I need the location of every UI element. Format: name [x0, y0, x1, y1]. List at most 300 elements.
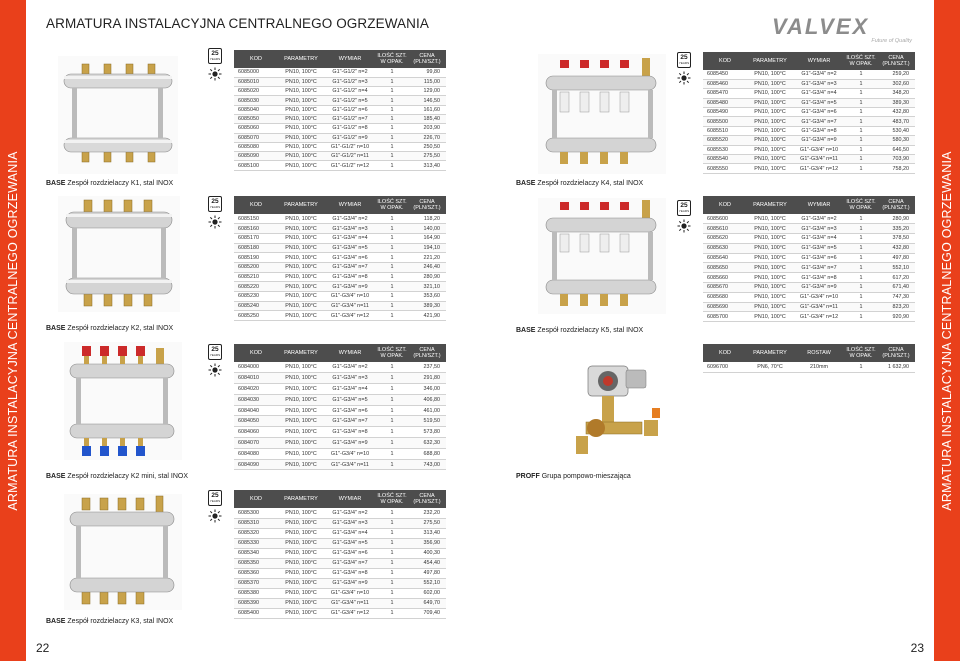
table-row — [703, 126, 915, 135]
quantity-cell: 1 — [376, 292, 408, 302]
quantity-cell: 1 — [376, 114, 408, 123]
table-row — [703, 283, 915, 293]
parameters-cell: PN10, 100°C — [278, 87, 324, 96]
dimension-cell: G1"-G3/4" n=6 — [324, 405, 376, 416]
quantity-cell: 1 — [376, 438, 408, 449]
price-cell: 250,50 — [408, 142, 446, 151]
dimension-cell: G1"-G3/4" n=2 — [324, 508, 376, 518]
code-cell: 6085000 — [234, 68, 278, 77]
dimension-cell: G1"-G3/4" n=7 — [793, 117, 845, 126]
table-row — [234, 105, 446, 114]
quantity-cell: 1 — [376, 508, 408, 518]
parameters-cell: PN10, 100°C — [278, 558, 324, 568]
column-header-quantity: ILOŚĆ SZT. W OPAK. — [376, 196, 408, 214]
quantity-cell: 1 — [845, 302, 877, 312]
quantity-cell: 1 — [376, 608, 408, 618]
table-row — [234, 253, 446, 263]
quantity-cell: 1 — [376, 362, 408, 373]
code-cell: 6085520 — [703, 136, 747, 145]
column-header-price: CENA (PLN/SZT.) — [408, 490, 446, 508]
code-cell: 6084070 — [234, 438, 278, 449]
table-row — [703, 224, 915, 234]
page-title: ARMATURA INSTALACYJNA CENTRALNEGO OGRZEWANIA — [46, 16, 429, 31]
column-header-parameters: PARAMETRY — [278, 344, 324, 362]
table-row — [234, 124, 446, 133]
table-body — [703, 70, 915, 173]
table-row — [234, 282, 446, 292]
dimension-cell: G1"-G3/4" n=4 — [324, 528, 376, 538]
quantity-cell: 1 — [376, 548, 408, 558]
price-cell: 389,30 — [877, 98, 915, 107]
table-row — [234, 373, 446, 384]
dimension-cell: G1"-G3/4" n=11 — [324, 301, 376, 311]
parameters-cell: PN10, 100°C — [278, 384, 324, 395]
price-cell: 703,90 — [877, 155, 915, 164]
column-header-price: CENA (PLN/SZT.) — [408, 344, 446, 362]
code-cell: 6085610 — [703, 224, 747, 234]
price-cell: 348,20 — [877, 89, 915, 98]
price-cell: 221,20 — [408, 253, 446, 263]
column-header-code: KOD — [703, 344, 747, 362]
price-table-k4 — [703, 52, 915, 174]
code-cell: 6085160 — [234, 224, 278, 234]
code-cell: 6084020 — [234, 384, 278, 395]
quantity-cell: 1 — [376, 272, 408, 282]
dimension-cell: G1"-G3/4" n=11 — [793, 155, 845, 164]
parameters-cell: PN10, 100°C — [278, 233, 324, 243]
25-years-icon: 25 YEARS — [208, 344, 222, 360]
table-row — [234, 548, 446, 558]
price-cell: 291,80 — [408, 373, 446, 384]
price-cell: 313,40 — [408, 528, 446, 538]
dimension-cell: G1"-G1/2" n=7 — [324, 114, 376, 123]
table-row — [234, 152, 446, 161]
parameters-cell: PN10, 100°C — [278, 114, 324, 123]
dimension-cell: G1"-G3/4" n=11 — [324, 598, 376, 608]
code-cell: 6085460 — [703, 79, 747, 88]
parameters-cell: PN10, 100°C — [278, 96, 324, 105]
price-cell: 747,30 — [877, 292, 915, 302]
price-cell: 203,90 — [408, 124, 446, 133]
dimension-cell: G1"-G3/4" n=12 — [324, 608, 376, 618]
quantity-cell: 1 — [376, 405, 408, 416]
code-cell: 6085500 — [703, 117, 747, 126]
left-side-band-text: ARMATURA INSTALACYJNA CENTRALNEGO OGRZEWANIA — [6, 150, 20, 511]
table-row — [703, 89, 915, 98]
table-body — [703, 214, 915, 322]
dimension-cell: G1"-G3/4" n=9 — [793, 283, 845, 293]
quantity-cell: 1 — [376, 87, 408, 96]
25-years-icon: 25 YEARS — [208, 48, 222, 64]
column-header-parameters: PARAMETRY — [747, 52, 793, 70]
quantity-cell: 1 — [845, 108, 877, 117]
quantity-cell: 1 — [376, 233, 408, 243]
table-header — [703, 196, 915, 214]
column-header-price: CENA (PLN/SZT.) — [877, 196, 915, 214]
table-row — [234, 448, 446, 459]
dimension-cell: G1"-G3/4" n=9 — [324, 578, 376, 588]
quantity-cell: 1 — [845, 79, 877, 88]
dimension-cell: G1"-G1/2" n=2 — [324, 68, 376, 77]
manifold-k4-image — [538, 54, 666, 174]
table-row — [703, 214, 915, 224]
table-row — [234, 301, 446, 311]
price-cell: 335,20 — [877, 224, 915, 234]
table-row — [703, 263, 915, 273]
table-row — [234, 87, 446, 96]
manifold-k5-image — [538, 198, 666, 314]
quantity-cell: 1 — [376, 568, 408, 578]
table-row — [234, 598, 446, 608]
sun-icon — [208, 363, 222, 377]
parameters-cell: PN10, 100°C — [278, 142, 324, 151]
manifold-k2-mini-image — [64, 342, 182, 460]
column-header-code: KOD — [234, 50, 278, 68]
price-cell: 602,00 — [408, 588, 446, 598]
logo-wordmark: VALVEX — [772, 14, 870, 39]
caption-k5: BASE Zespół rozdzielaczy K5, stal INOX — [516, 327, 644, 334]
parameters-cell: PN10, 100°C — [278, 528, 324, 538]
column-header-price: CENA (PLN/SZT.) — [877, 344, 915, 362]
dimension-cell: G1"-G3/4" n=8 — [324, 427, 376, 438]
quantity-cell: 1 — [376, 538, 408, 548]
right-side-band-text: ARMATURA INSTALACYJNA CENTRALNEGO OGRZEWANIA — [940, 150, 954, 511]
caption-k4: BASE Zespół rozdzielaczy K4, stal INOX — [516, 180, 644, 187]
price-cell: 353,60 — [408, 292, 446, 302]
code-cell: 6085200 — [234, 262, 278, 272]
dimension-cell: G1"-G3/4" n=7 — [324, 262, 376, 272]
code-cell: 6085600 — [703, 214, 747, 224]
parameters-cell: PN10, 100°C — [747, 224, 793, 234]
price-cell: 920,90 — [877, 312, 915, 322]
price-cell: 709,40 — [408, 608, 446, 618]
dimension-cell: G1"-G1/2" n=3 — [324, 77, 376, 86]
quantity-cell: 1 — [376, 105, 408, 114]
table-row — [703, 155, 915, 164]
caption-k2: BASE Zespół rozdzielaczy K2, stal INOX — [46, 325, 174, 332]
dimension-cell: G1"-G3/4" n=5 — [324, 243, 376, 253]
price-cell: 389,30 — [408, 301, 446, 311]
code-cell: 6084000 — [234, 362, 278, 373]
price-cell: 573,80 — [408, 427, 446, 438]
price-cell: 99,80 — [408, 68, 446, 77]
column-header-quantity: ILOŚĆ SZT. W OPAK. — [845, 344, 877, 362]
code-cell: 6085660 — [703, 273, 747, 283]
warranty-badge-k2-mini — [208, 344, 222, 377]
parameters-cell: PN10, 100°C — [747, 283, 793, 293]
table-row — [703, 117, 915, 126]
table-row — [703, 145, 915, 154]
price-cell: 237,50 — [408, 362, 446, 373]
column-header-code: KOD — [703, 52, 747, 70]
column-header-price: CENA (PLN/SZT.) — [877, 52, 915, 70]
dimension-cell: G1"-G1/2" n=9 — [324, 133, 376, 142]
table-row — [234, 114, 446, 123]
price-cell: 356,90 — [408, 538, 446, 548]
table-row — [703, 136, 915, 145]
quantity-cell: 1 — [376, 68, 408, 77]
quantity-cell: 1 — [376, 528, 408, 538]
dimension-cell: G1"-G3/4" n=8 — [793, 273, 845, 283]
price-cell: 275,50 — [408, 152, 446, 161]
dimension-cell: G1"-G3/4" n=5 — [793, 243, 845, 253]
code-cell: 6085210 — [234, 272, 278, 282]
parameters-cell: PN10, 100°C — [278, 405, 324, 416]
table-row — [234, 272, 446, 282]
quantity-cell: 1 — [845, 126, 877, 135]
page-number-right: 23 — [910, 641, 924, 655]
code-cell: 6085490 — [703, 108, 747, 117]
table-header — [703, 344, 915, 362]
parameters-cell: PN10, 100°C — [747, 273, 793, 283]
parameters-cell: PN10, 100°C — [278, 568, 324, 578]
quantity-cell: 1 — [845, 362, 877, 372]
quantity-cell: 1 — [376, 448, 408, 459]
dimension-cell: G1"-G3/4" n=6 — [324, 253, 376, 263]
code-cell: 6085370 — [234, 578, 278, 588]
quantity-cell: 1 — [845, 224, 877, 234]
parameters-cell: PN10, 100°C — [747, 145, 793, 154]
column-header-quantity: ILOŚĆ SZT. W OPAK. — [376, 344, 408, 362]
code-cell: 6085040 — [234, 105, 278, 114]
dimension-cell: G1"-G1/2" n=12 — [324, 161, 376, 170]
quantity-cell: 1 — [845, 98, 877, 107]
dimension-cell: G1"-G3/4" n=2 — [793, 70, 845, 79]
column-header-quantity: ILOŚĆ SZT. W OPAK. — [845, 196, 877, 214]
price-cell: 378,50 — [877, 234, 915, 244]
quantity-cell: 1 — [376, 588, 408, 598]
sun-icon — [208, 67, 222, 81]
dimension-cell: G1"-G1/2" n=6 — [324, 105, 376, 114]
quantity-cell: 1 — [845, 283, 877, 293]
column-header-code: KOD — [234, 490, 278, 508]
price-cell: 129,00 — [408, 87, 446, 96]
price-cell: 280,90 — [408, 272, 446, 282]
code-cell: 6084080 — [234, 448, 278, 459]
dimension-cell: G1"-G3/4" n=5 — [793, 98, 845, 107]
parameters-cell: PN10, 100°C — [278, 588, 324, 598]
price-cell: 432,80 — [877, 108, 915, 117]
quantity-cell: 1 — [845, 253, 877, 263]
table-row — [234, 508, 446, 518]
dimension-cell: G1"-G3/4" n=4 — [793, 89, 845, 98]
table-row — [234, 427, 446, 438]
quantity-cell: 1 — [376, 416, 408, 427]
quantity-cell: 1 — [845, 292, 877, 302]
column-header-parameters: PARAMETRY — [278, 196, 324, 214]
column-header-parameters: PARAMETRY — [747, 196, 793, 214]
dimension-cell: G1"-G3/4" n=10 — [793, 292, 845, 302]
code-cell: 6085090 — [234, 152, 278, 161]
quantity-cell: 1 — [845, 243, 877, 253]
quantity-cell: 1 — [845, 117, 877, 126]
code-cell: 6085100 — [234, 161, 278, 170]
table-row — [234, 311, 446, 321]
dimension-cell: G1"-G3/4" n=3 — [793, 224, 845, 234]
price-table-k1 — [234, 50, 446, 171]
code-cell: 6085240 — [234, 301, 278, 311]
dimension-cell: G1"-G3/4" n=7 — [324, 558, 376, 568]
dimension-cell: G1"-G3/4" n=8 — [324, 272, 376, 282]
page-number-left: 22 — [36, 641, 50, 655]
parameters-cell: PN10, 100°C — [278, 548, 324, 558]
table-row — [234, 558, 446, 568]
quantity-cell: 1 — [376, 142, 408, 151]
code-cell: 6085390 — [234, 598, 278, 608]
code-cell: 6085670 — [703, 283, 747, 293]
dimension-cell: 210mm — [793, 362, 845, 372]
price-cell: 823,20 — [877, 302, 915, 312]
price-cell: 552,10 — [408, 578, 446, 588]
code-cell: 6085350 — [234, 558, 278, 568]
price-cell: 552,10 — [877, 263, 915, 273]
column-header-code: KOD — [234, 196, 278, 214]
price-cell: 280,90 — [877, 214, 915, 224]
parameters-cell: PN6, 70°C — [747, 362, 793, 372]
table-row — [234, 224, 446, 234]
code-cell: 6084010 — [234, 373, 278, 384]
dimension-cell: G1"-G3/4" n=9 — [324, 438, 376, 449]
quantity-cell: 1 — [376, 558, 408, 568]
code-cell: 6084040 — [234, 405, 278, 416]
dimension-cell: G1"-G3/4" n=6 — [793, 108, 845, 117]
valvex-logo — [772, 14, 914, 44]
manifold-k3-image — [64, 494, 182, 610]
column-header-price: CENA (PLN/SZT.) — [408, 50, 446, 68]
table-row — [703, 292, 915, 302]
quantity-cell: 1 — [376, 459, 408, 470]
price-cell: 194,10 — [408, 243, 446, 253]
dimension-cell: G1"-G3/4" n=2 — [793, 214, 845, 224]
caption-k3: BASE Zespół rozdzielaczy K3, stal INOX — [46, 618, 174, 625]
code-cell: 6085650 — [703, 263, 747, 273]
caption-k1: BASE Zespół rozdzielaczy K1, stal INOX — [46, 180, 174, 187]
dimension-cell: G1"-G3/4" n=11 — [324, 459, 376, 470]
sun-icon — [208, 215, 222, 229]
dimension-cell: G1"-G3/4" n=3 — [324, 373, 376, 384]
quantity-cell: 1 — [376, 133, 408, 142]
quantity-cell: 1 — [845, 164, 877, 173]
parameters-cell: PN10, 100°C — [278, 362, 324, 373]
table-header — [703, 52, 915, 70]
dimension-cell: G1"-G3/4" n=2 — [324, 362, 376, 373]
price-cell: 185,40 — [408, 114, 446, 123]
dimension-cell: G1"-G3/4" n=7 — [793, 263, 845, 273]
dimension-cell: G1"-G3/4" n=6 — [793, 253, 845, 263]
warranty-badge-k4 — [677, 52, 691, 85]
parameters-cell: PN10, 100°C — [747, 98, 793, 107]
quantity-cell: 1 — [845, 89, 877, 98]
25-years-icon: 25 YEARS — [208, 196, 222, 212]
code-cell: 6085360 — [234, 568, 278, 578]
table-row — [234, 214, 446, 224]
table-header — [234, 196, 446, 214]
quantity-cell: 1 — [845, 214, 877, 224]
code-cell: 6085230 — [234, 292, 278, 302]
quantity-cell: 1 — [845, 273, 877, 283]
column-header-parameters: PARAMETRY — [278, 490, 324, 508]
warranty-badge-k1 — [208, 48, 222, 81]
quantity-cell: 1 — [376, 518, 408, 528]
code-cell: 6084090 — [234, 459, 278, 470]
quantity-cell: 1 — [845, 263, 877, 273]
code-cell: 6085680 — [703, 292, 747, 302]
table-row — [703, 302, 915, 312]
code-cell: 6085020 — [234, 87, 278, 96]
column-header-dimension: WYMIAR — [324, 196, 376, 214]
parameters-cell: PN10, 100°C — [278, 68, 324, 77]
code-cell: 6084060 — [234, 427, 278, 438]
code-cell: 6085220 — [234, 282, 278, 292]
price-cell: 400,30 — [408, 548, 446, 558]
parameters-cell: PN10, 100°C — [278, 427, 324, 438]
price-cell: 226,70 — [408, 133, 446, 142]
price-table-k2-mini — [234, 344, 446, 470]
code-cell: 6085320 — [234, 528, 278, 538]
logo-tagline: Future of Quality — [871, 38, 912, 44]
code-cell: 6084050 — [234, 416, 278, 427]
quantity-cell: 1 — [376, 96, 408, 105]
code-cell: 6085180 — [234, 243, 278, 253]
dimension-cell: G1"-G3/4" n=3 — [793, 79, 845, 88]
price-cell: 454,40 — [408, 558, 446, 568]
dimension-cell: G1"-G3/4" n=10 — [324, 448, 376, 459]
price-cell: 321,10 — [408, 282, 446, 292]
table-row — [234, 142, 446, 151]
quantity-cell: 1 — [845, 70, 877, 79]
quantity-cell: 1 — [376, 301, 408, 311]
sun-icon — [677, 71, 691, 85]
quantity-cell: 1 — [845, 312, 877, 322]
table-row — [703, 253, 915, 263]
quantity-cell: 1 — [376, 427, 408, 438]
code-cell: 6085080 — [234, 142, 278, 151]
price-cell: 146,50 — [408, 96, 446, 105]
code-cell: 6085050 — [234, 114, 278, 123]
parameters-cell: PN10, 100°C — [747, 108, 793, 117]
parameters-cell: PN10, 100°C — [747, 164, 793, 173]
pump-group-image — [568, 356, 668, 460]
quantity-cell: 1 — [376, 253, 408, 263]
quantity-cell: 1 — [376, 282, 408, 292]
dimension-cell: G1"-G3/4" n=10 — [324, 292, 376, 302]
dimension-cell: G1"-G3/4" n=12 — [793, 164, 845, 173]
price-cell: 688,80 — [408, 448, 446, 459]
quantity-cell: 1 — [376, 224, 408, 234]
price-table-k3 — [234, 490, 446, 619]
table-row — [234, 243, 446, 253]
column-header-dimension: ROSTAW — [793, 344, 845, 362]
table-row — [234, 362, 446, 373]
parameters-cell: PN10, 100°C — [278, 438, 324, 449]
parameters-cell: PN10, 100°C — [747, 136, 793, 145]
quantity-cell: 1 — [376, 384, 408, 395]
parameters-cell: PN10, 100°C — [278, 214, 324, 224]
code-cell: 6085170 — [234, 233, 278, 243]
price-cell: 497,80 — [408, 568, 446, 578]
code-cell: 6085450 — [703, 70, 747, 79]
25-years-icon: 25 YEARS — [208, 490, 222, 506]
table-row — [703, 98, 915, 107]
quantity-cell: 1 — [376, 373, 408, 384]
parameters-cell: PN10, 100°C — [747, 253, 793, 263]
table-row — [234, 416, 446, 427]
parameters-cell: PN10, 100°C — [278, 373, 324, 384]
table-row — [703, 79, 915, 88]
table-row — [234, 438, 446, 449]
parameters-cell: PN10, 100°C — [747, 214, 793, 224]
25-years-icon: 25 YEARS — [677, 52, 691, 68]
